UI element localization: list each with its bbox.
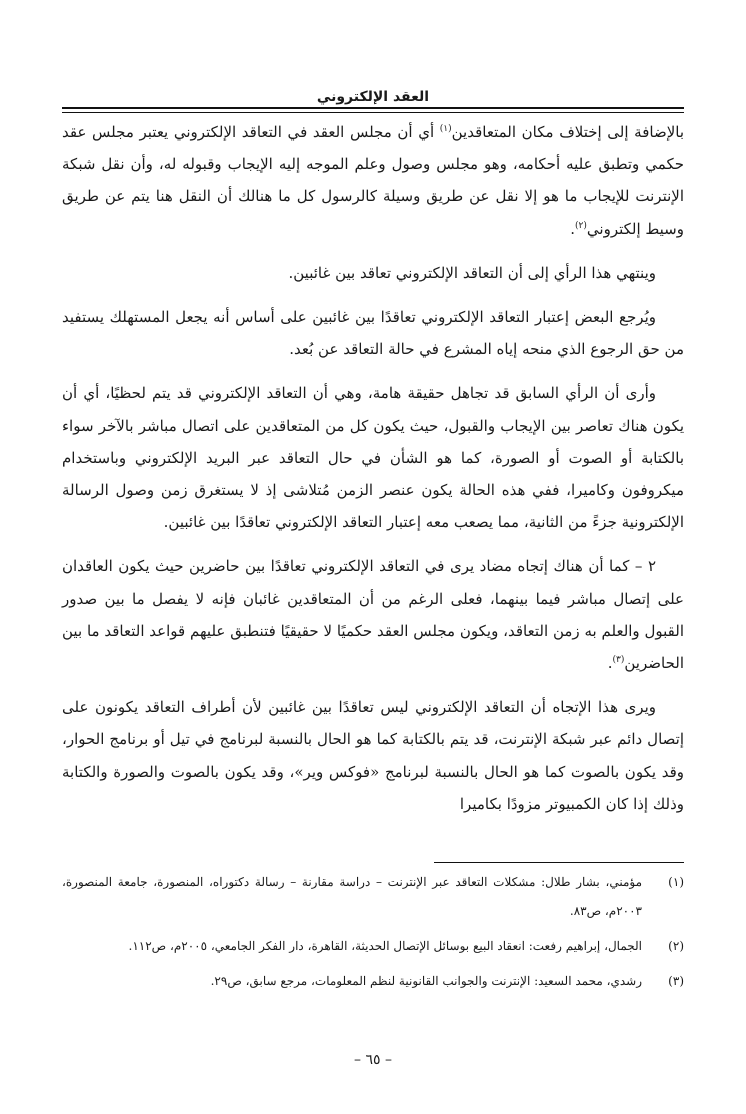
footnote-ref-1: (١)	[439, 124, 452, 134]
paragraph-4: وأرى أن الرأي السابق قد تجاهل حقيقة هامة، وهي أن التعاقد الإلكتروني قد يتم لحظيًا، أي أن يكون هناك تعاصر بين الإيجاب والقبول، حيث يكون كل من المتعاقدين على اتصال مباشر بالآخر سواء بالكتابة أو الصوت أو الصورة، كما هو الشأن في حال التعاقد عبر البريد الإلكتروني وباستخدام ميكروفون وكاميرا، ففي هذه الحالة يكون عنصر الزمن مُتلاشى إذ لا يستغرق زمن وصول الرسالة الإلكترونية جزءً من الثانية، مما يصعب معه إعتبار التعاقد الإلكتروني تعاقدًا بين غائبين.	[62, 384, 684, 532]
page-number: – ٦٥ –	[354, 1052, 392, 1068]
body-text	[62, 116, 684, 832]
header-rule-thin	[62, 112, 684, 113]
paragraph-6: ويرى هذا الإتجاه أن التعاقد الإلكتروني ليس تعاقدًا بين غائبين لأن أطراف التعاقد يكونون على إتصال دائم عبر شبكة الإنترنت، قد يتم بالكتابة كما هو الحال بالنسبة لبرنامج في تيل أو برنامج الحوار، وقد يكون بالصوت كما هو الحال بالنسبة لبرنامج «فوكس وير»، وقد يكون بالصوت والصورة والكتابة وذلك إذا كان الكمبيوتر مزودًا بكاميرا	[62, 698, 684, 813]
footnote-3	[62, 967, 684, 996]
header-rule-thick	[62, 107, 684, 109]
paragraph-3: ويُرجع البعض إعتبار التعاقد الإلكتروني تعاقدًا بين غائبين على أساس أنه يجعل المستهلك يستفيد من حق الرجوع الذي منحه إياه المشرع في حالة التعاقد عن بُعد.	[62, 308, 684, 359]
paragraph-text: .	[607, 654, 613, 673]
header-title: العقد الإلكتروني	[316, 89, 430, 105]
footnote-2	[62, 932, 684, 961]
footnote-ref-3: (٣)	[612, 655, 625, 666]
footnote-text: رشدي، محمد السعيد: الإنترنت والجوانب القانونية لنظم المعلومات، مرجع سابق، ص٢٩.	[210, 974, 642, 988]
footnote-text: الجمال، إبراهيم رفعت: انعقاد البيع بوسائل الإتصال الحديثة، القاهرة، دار الفكر الجامعي، ٢٠٠٥م، ص١١٢.	[128, 939, 642, 953]
footnote-number: (٣)	[668, 974, 684, 988]
footnote-ref-2: (٢)	[575, 220, 587, 231]
paragraph-text: ٢ – كما أن هناك إتجاه مضاد يرى في التعاقد الإلكتروني تعاقدًا بين حاضرين حيث يكون العاقدان على إتصال مباشر فيما بينهما، فعلى الرغم من أن المتعاقدين غائبان فإنه لا يفصل ما بين صدور القبول والعلم به زمن التعاقد، ويكون مجلس العقد حكميًا لا حقيقيًا فتنطبق عليهم قواعد التعاقد ما بين الحاضرين	[62, 557, 684, 673]
paragraph-text: أي أن مجلس العقد في التعاقد الإلكتروني يعتبر مجلس عقد حكمي وتطبق عليه أحكامه، وهو مجلس وصول وعلم الموجه إليه الإيجاب وقبوله له، وأن نقل شبكة الإنترنت للإيجاب ما هو إلا نقل عن طريق وسيلة كالرسول كل ما هنالك أن النقل هنا يتم عن طريق وسيط إلكتروني	[62, 123, 684, 238]
paragraph-2: وينتهي هذا الرأي إلى أن التعاقد الإلكتروني تعاقد بين غائبين.	[288, 263, 656, 282]
footnotes	[62, 868, 684, 1002]
footnote-number: (١)	[668, 875, 684, 889]
footnote-1	[62, 868, 684, 926]
footnote-number: (٢)	[668, 939, 684, 953]
paragraph-text: .	[570, 219, 576, 238]
footnote-separator	[434, 862, 684, 863]
paragraph-text: بالإضافة إلى إختلاف مكان المتعاقدين	[451, 123, 685, 141]
paragraph-5	[62, 550, 684, 679]
footnote-text: مؤمني، بشار طلال: مشكلات التعاقد عبر الإنترنت – دراسة مقارنة – رسالة دكتوراه، المنصورة، جامعة المنصورة، ٢٠٠٣م، ص٨٣.	[62, 875, 642, 918]
paragraph-1	[62, 116, 684, 245]
running-header	[62, 86, 684, 114]
